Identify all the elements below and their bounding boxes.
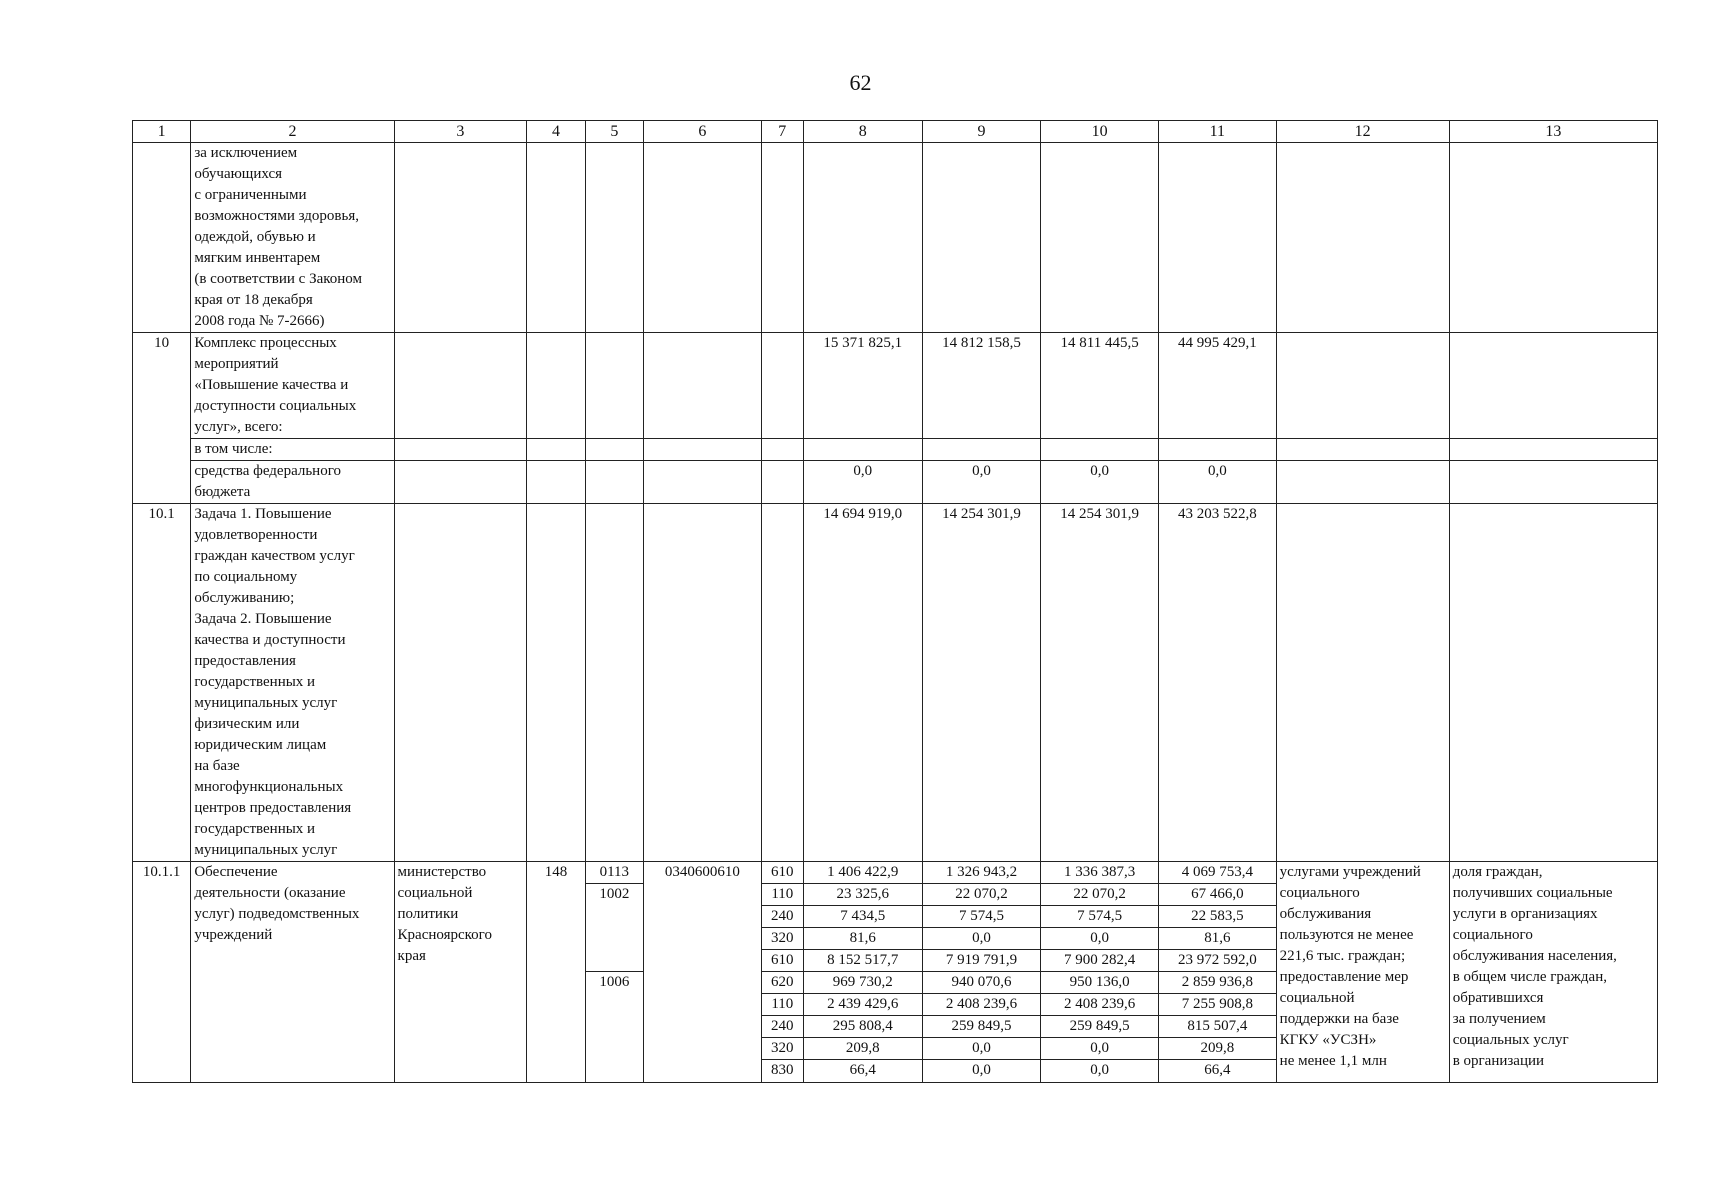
col-header-2: 2 xyxy=(191,121,394,143)
value-cell: 2 859 936,8 xyxy=(1158,972,1276,994)
table-row xyxy=(133,439,1658,461)
including-label: в том числе: xyxy=(191,439,394,461)
value-col-9: 0,0 xyxy=(922,461,1041,504)
col-header-3: 3 xyxy=(394,121,527,143)
col-header-5: 5 xyxy=(585,121,643,143)
column-numbers-row xyxy=(133,121,1658,143)
value-col-9: 14 812 158,5 xyxy=(922,333,1041,439)
col-header-11: 11 xyxy=(1158,121,1276,143)
value-cell: 7 919 791,9 xyxy=(922,950,1041,972)
value-cell: 7 574,5 xyxy=(1041,906,1159,928)
values-col-8 xyxy=(803,862,922,1083)
value-cell: 0,0 xyxy=(1041,1038,1159,1060)
value-col-11: 44 995 429,1 xyxy=(1158,333,1276,439)
table-row xyxy=(133,333,1658,439)
rzpr-code: 1006 xyxy=(586,971,643,993)
value-cell: 0,0 xyxy=(1090,1062,1110,1078)
value-cell: 66,4 xyxy=(1204,1062,1231,1078)
value-cell: 4 069 753,4 xyxy=(1158,862,1276,884)
vr-code: 830 xyxy=(771,1062,794,1078)
expected-result: услугами учреждений социального обслуживания пользуются не менее 221,6 тыс. граждан; предоставление мер социальной поддержки на базе КГКУ «УСЗН» не менее 1,1 млн xyxy=(1276,862,1449,1083)
values-col-11 xyxy=(1158,862,1276,1083)
value-cell: 2 408 239,6 xyxy=(1041,994,1159,1016)
row-number: 10.1.1 xyxy=(133,862,191,1083)
agency-name: министерство социальной политики Красноярского края xyxy=(394,862,527,1083)
vr-code: 240 xyxy=(761,906,803,928)
col-header-4: 4 xyxy=(527,121,585,143)
values-col-10 xyxy=(1041,862,1159,1083)
value-cell: 259 849,5 xyxy=(922,1016,1041,1038)
continuation-text: за исключением обучающихся с ограниченными возможностями здоровья, одеждой, обувью и мягким инвентарем (в соответствии с Законом края от 18 декабря 2008 года № 7-2666) xyxy=(191,143,394,333)
row-number: 10.1 xyxy=(133,504,191,862)
value-cell: 81,6 xyxy=(1158,928,1276,950)
value-cell: 22 583,5 xyxy=(1158,906,1276,928)
values-col-9 xyxy=(922,862,1041,1083)
col-header-6: 6 xyxy=(644,121,762,143)
rzpr-code: 1002 xyxy=(599,886,630,902)
vr-code: 110 xyxy=(761,884,803,906)
value-col-10: 0,0 xyxy=(1041,461,1159,504)
rzpr-code: 0113 xyxy=(586,862,643,884)
value-col-8: 0,0 xyxy=(803,461,922,504)
value-col-11: 43 203 522,8 xyxy=(1158,504,1276,862)
value-col-10: 14 811 445,5 xyxy=(1041,333,1159,439)
value-col-11: 0,0 xyxy=(1158,461,1276,504)
vr-code: 610 xyxy=(761,862,803,884)
value-cell: 7 574,5 xyxy=(922,906,1041,928)
value-cell: 815 507,4 xyxy=(1158,1016,1276,1038)
value-cell: 0,0 xyxy=(1041,928,1159,950)
col-header-12: 12 xyxy=(1276,121,1449,143)
value-cell: 295 808,4 xyxy=(803,1016,922,1038)
value-cell: 7 255 908,8 xyxy=(1158,994,1276,1016)
value-cell: 1 336 387,3 xyxy=(1041,862,1159,884)
row-title: Комплекс процессных мероприятий «Повышение качества и доступности социальных услуг», всего: xyxy=(191,333,394,439)
value-cell: 1 406 422,9 xyxy=(803,862,922,884)
value-cell: 7 900 282,4 xyxy=(1041,950,1159,972)
value-cell: 23 972 592,0 xyxy=(1158,950,1276,972)
table-row xyxy=(133,504,1658,862)
value-cell: 1 326 943,2 xyxy=(922,862,1041,884)
value-cell: 22 070,2 xyxy=(922,884,1041,906)
value-cell: 259 849,5 xyxy=(1041,1016,1159,1038)
row-number: 10 xyxy=(133,333,191,504)
vr-code: 320 xyxy=(761,1038,803,1060)
value-cell: 0,0 xyxy=(922,1038,1041,1060)
value-cell: 22 070,2 xyxy=(1041,884,1159,906)
expense-type-codes xyxy=(761,862,803,1083)
page-number: 62 xyxy=(849,70,872,95)
value-cell: 950 136,0 xyxy=(1041,972,1159,994)
value-cell: 8 152 517,7 xyxy=(803,950,922,972)
value-cell: 940 070,6 xyxy=(922,972,1041,994)
value-cell: 969 730,2 xyxy=(803,972,922,994)
value-col-9: 14 254 301,9 xyxy=(922,504,1041,862)
col-header-13: 13 xyxy=(1449,121,1657,143)
value-cell: 0,0 xyxy=(922,928,1041,950)
value-cell: 0,0 xyxy=(972,1062,991,1078)
vr-code: 620 xyxy=(761,972,803,994)
vr-code: 240 xyxy=(761,1016,803,1038)
col-header-8: 8 xyxy=(803,121,922,143)
row-title: Обеспечение деятельности (оказание услуг) подведомственных учреждений xyxy=(191,862,394,1083)
col-header-7: 7 xyxy=(761,121,803,143)
value-cell: 66,4 xyxy=(849,1062,876,1078)
value-cell: 209,8 xyxy=(1158,1038,1276,1060)
rzpr-codes xyxy=(585,862,643,1083)
federal-budget-label: средства федерального бюджета xyxy=(191,461,394,504)
value-cell: 2 408 239,6 xyxy=(922,994,1041,1016)
table-row xyxy=(133,862,1658,1083)
program-table xyxy=(132,120,1658,1083)
value-cell: 7 434,5 xyxy=(803,906,922,928)
value-col-10: 14 254 301,9 xyxy=(1041,504,1159,862)
value-col-8: 15 371 825,1 xyxy=(803,333,922,439)
col-header-1: 1 xyxy=(133,121,191,143)
vr-code: 320 xyxy=(761,928,803,950)
target-article-code: 0340600610 xyxy=(644,862,762,1083)
value-cell: 209,8 xyxy=(803,1038,922,1060)
value-cell: 23 325,6 xyxy=(803,884,922,906)
grbs-code: 148 xyxy=(527,862,585,1083)
col-header-9: 9 xyxy=(922,121,1041,143)
table-row xyxy=(133,143,1658,333)
vr-code: 110 xyxy=(761,994,803,1016)
row-title: Задача 1. Повышение удовлетворенности граждан качеством услуг по социальному обслуживанию; Задача 2. Повышение качества и доступности предоставления государственных и муниципальных услуг физическим или юридическим лицам на базе многофункциональных центров предоставления государственных и муниципальных услуг xyxy=(191,504,394,862)
indicator-text: доля граждан, получивших социальные услуги в организациях социального обслуживания населения, в общем числе граждан, обратившихся за получением социальных услуг в организации xyxy=(1449,862,1657,1083)
table-row xyxy=(133,461,1658,504)
value-cell: 67 466,0 xyxy=(1158,884,1276,906)
value-cell: 2 439 429,6 xyxy=(803,994,922,1016)
value-col-8: 14 694 919,0 xyxy=(803,504,922,862)
col-header-10: 10 xyxy=(1041,121,1159,143)
value-cell: 81,6 xyxy=(803,928,922,950)
vr-code: 610 xyxy=(761,950,803,972)
